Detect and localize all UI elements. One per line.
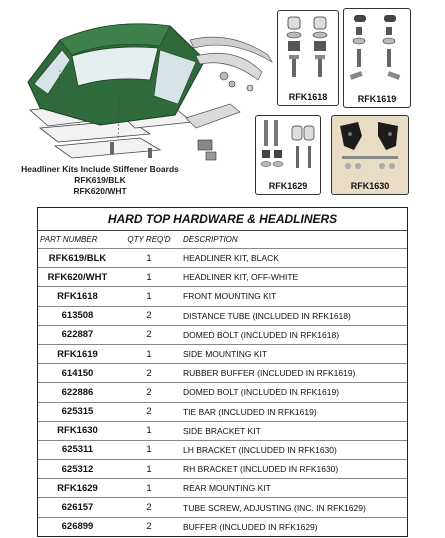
caption-line: Headliner Kits Include Stiffener Boards <box>21 164 179 174</box>
bolt <box>148 148 152 158</box>
description-cell: BUFFER (INCLUDED IN RFK1629) <box>183 521 318 532</box>
kit-rfk1629 <box>255 115 321 195</box>
qty-cell: 2 <box>117 364 181 383</box>
part-number-cell: 625315 <box>38 402 117 421</box>
kit-label: RFK1629 <box>268 181 308 191</box>
part-number-cell: 625312 <box>38 460 117 479</box>
buffer <box>220 72 228 80</box>
bolt <box>110 142 114 154</box>
table-row <box>38 268 407 287</box>
table-title: HARD TOP HARDWARE & HEADLINERS <box>38 208 407 231</box>
table-header-row <box>38 231 407 249</box>
part-number-cell: 626157 <box>38 498 117 517</box>
table-row <box>38 517 407 536</box>
parts-table <box>37 207 408 537</box>
kit-photo <box>332 116 408 178</box>
qty-cell: 2 <box>117 402 181 421</box>
trim-rail <box>186 104 240 128</box>
qty-cell: 2 <box>117 498 181 517</box>
qty-cell: 2 <box>117 325 181 344</box>
qty-cell: 1 <box>117 287 181 306</box>
caption-line: RFK619/BLK <box>74 175 126 185</box>
description-cell: HEADLINER KIT, OFF-WHITE <box>181 268 407 287</box>
part-number-cell: 626899 <box>61 521 94 533</box>
part-number-cell: RFK1630 <box>38 421 117 440</box>
part-number-cell: RFK1619 <box>38 344 117 363</box>
kit-label: RFK1630 <box>350 181 390 191</box>
table-row <box>38 440 407 459</box>
description-cell: RUBBER BUFFER (INCLUDED IN RFK1619) <box>181 364 407 383</box>
description-cell: HEADLINER KIT, BLACK <box>181 249 407 268</box>
part-number-cell: RFK1629 <box>38 479 117 498</box>
description-cell: TIE BAR (INCLUDED IN RFK1619) <box>181 402 407 421</box>
table-row <box>38 383 407 402</box>
part-number-cell: 625311 <box>38 440 117 459</box>
table-row <box>38 325 407 344</box>
description-cell: DOMED BOLT (INCLUDED IN RFK1618) <box>181 325 407 344</box>
table-row <box>38 421 407 440</box>
description-cell: REAR MOUNTING KIT <box>181 479 407 498</box>
kit-photo <box>278 11 338 91</box>
table-row <box>38 306 407 325</box>
qty-cell: 1 <box>117 344 181 363</box>
kit-label: RFK1618 <box>288 92 328 102</box>
qty-cell: 1 <box>117 440 181 459</box>
description-cell: TUBE SCREW, ADJUSTING (INC. IN RFK1629) <box>181 498 407 517</box>
table-row <box>38 364 407 383</box>
kit-label: RFK1619 <box>357 94 397 104</box>
part-number-cell: 613508 <box>38 306 117 325</box>
headliner-caption <box>20 164 180 197</box>
bracket <box>198 140 212 150</box>
description-cell: DOMED BOLT (INCLUDED IN RFK1619) <box>181 383 407 402</box>
part-number-cell: 622887 <box>38 325 117 344</box>
kit-rfk1619 <box>343 8 411 108</box>
header-qty: QTY REQ'D <box>117 231 181 249</box>
table-row <box>38 460 407 479</box>
buffer <box>229 81 235 87</box>
qty-cell: 1 <box>117 460 181 479</box>
parts-grid <box>38 231 407 536</box>
kit-rfk1630 <box>331 115 409 195</box>
kit-rfk1618 <box>277 10 339 106</box>
part-number-cell: RFK1618 <box>38 287 117 306</box>
part-number-cell: 622886 <box>38 383 117 402</box>
description-cell: SIDE MOUNTING KIT <box>181 344 407 363</box>
part-number-cell: 614150 <box>38 364 117 383</box>
qty-cell: 2 <box>146 521 152 533</box>
table-row <box>38 287 407 306</box>
table-row <box>38 344 407 363</box>
qty-cell: 1 <box>117 421 181 440</box>
table-row <box>38 402 407 421</box>
header-description: DESCRIPTION <box>181 231 407 249</box>
trim-rail <box>196 53 262 80</box>
description-cell: FRONT MOUNTING KIT <box>181 287 407 306</box>
description-cell: DISTANCE TUBE (INCLUDED IN RFK1618) <box>181 306 407 325</box>
kit-photo <box>256 116 320 178</box>
qty-cell: 1 <box>117 249 181 268</box>
washer <box>247 85 253 91</box>
qty-cell: 1 <box>117 479 181 498</box>
description-cell: RH BRACKET (INCLUDED IN RFK1630) <box>181 460 407 479</box>
table-row <box>38 479 407 498</box>
parts-illustration <box>0 0 445 205</box>
qty-cell: 1 <box>117 268 181 287</box>
qty-cell: 2 <box>117 383 181 402</box>
bracket <box>206 152 216 160</box>
part-number-cell: RFK619/BLK <box>38 249 117 268</box>
kit-photo <box>344 9 410 93</box>
description-cell: LH BRACKET (INCLUDED IN RFK1630) <box>181 440 407 459</box>
table-row <box>38 249 407 268</box>
header-part-number: PART NUMBER <box>38 231 117 249</box>
description-cell: SIDE BRACKET KIT <box>181 421 407 440</box>
qty-cell: 2 <box>117 306 181 325</box>
table-row <box>38 498 407 517</box>
caption-line: RFK620/WHT <box>73 186 127 196</box>
part-number-cell: RFK620/WHT <box>38 268 117 287</box>
